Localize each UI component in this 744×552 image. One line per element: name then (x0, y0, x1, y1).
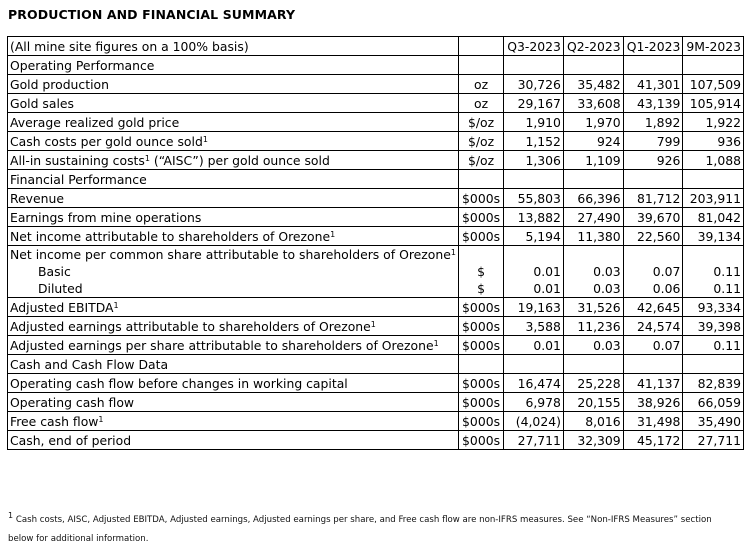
row-value: 27,711 (683, 431, 744, 450)
section-row-cash (8, 355, 744, 374)
row-unit: oz (458, 75, 503, 94)
row-value: 29,167 (504, 94, 564, 113)
row-value: 55,803 (504, 189, 564, 208)
row-value: 39,134 (683, 227, 744, 246)
header-row (8, 37, 744, 56)
column-header-q2: Q2-2023 (563, 37, 623, 56)
row-label (8, 431, 459, 450)
footnote-marker: 1 (8, 511, 14, 520)
row-value: 6,978 (504, 393, 564, 412)
row-label-text: Adjusted EBITDA (10, 300, 114, 315)
empty-cell (458, 170, 503, 189)
row-unit: $000s (458, 374, 503, 393)
footnote-ref: 1 (144, 154, 150, 163)
footnote-text: Cash costs, AISC, Adjusted EBITDA, Adjusted earnings, Adjusted earnings per share, and Free cash flow are non-IFRS measures. See “Non-IFRS Measures” section below for additional information. (8, 515, 712, 544)
row-unit: $000s (458, 227, 503, 246)
row-value: 11,380 (563, 227, 623, 246)
empty-cell (458, 56, 503, 75)
value-diluted: 0.03 (593, 281, 621, 296)
row-unit: $000s (458, 317, 503, 336)
column-header-q1: Q1-2023 (623, 37, 683, 56)
row-value: 45,172 (623, 431, 683, 450)
row-value: 66,396 (563, 189, 623, 208)
empty-cell (683, 355, 744, 374)
table-row-ocf (8, 393, 744, 412)
row-label-text: Earnings from mine operations (10, 210, 202, 225)
section-row-financial (8, 170, 744, 189)
row-value: 924 (563, 132, 623, 151)
row-unit: $000s (458, 412, 503, 431)
page-title: PRODUCTION AND FINANCIAL SUMMARY (8, 7, 296, 22)
row-value: 82,839 (683, 374, 744, 393)
table-row-cash-costs (8, 132, 744, 151)
row-value: 42,645 (623, 298, 683, 317)
row-value: 31,526 (563, 298, 623, 317)
empty-cell (504, 355, 564, 374)
row-value: 22,560 (623, 227, 683, 246)
row-value: 203,911 (683, 189, 744, 208)
row-value: 19,163 (504, 298, 564, 317)
row-label-text: Gold production (10, 77, 109, 92)
footnote-ref: 1 (370, 320, 376, 329)
row-unit: $/oz (458, 113, 503, 132)
value-basic: 0.07 (652, 264, 681, 279)
row-value: 38,926 (623, 393, 683, 412)
section-heading-operating: Operating Performance (8, 56, 459, 75)
empty-cell (623, 355, 683, 374)
row-label-text: Cash costs per gold ounce sold (10, 134, 203, 149)
row-value: 41,137 (623, 374, 683, 393)
row-value: 1,306 (504, 151, 564, 170)
row-value: 926 (623, 151, 683, 170)
row-value: 30,726 (504, 75, 564, 94)
unit-basic: $ (477, 264, 485, 279)
value-diluted: 0.06 (652, 281, 681, 296)
row-value: 0.11 (683, 336, 744, 355)
table-row-avg-price (8, 113, 744, 132)
row-unit: oz (458, 94, 503, 113)
table-row-aisc (8, 151, 744, 170)
row-value (563, 246, 623, 298)
row-label-text: Average realized gold price (10, 115, 180, 130)
row-value: (4,024) (504, 412, 564, 431)
table-row-adj-ebitda (8, 298, 744, 317)
row-value: 33,608 (563, 94, 623, 113)
row-value: 27,711 (504, 431, 564, 450)
header-basis-note: (All mine site figures on a 100% basis) (8, 37, 459, 56)
row-label-text: Adjusted earnings per share attributable to shareholders of Orezone (10, 338, 434, 353)
row-value: 936 (683, 132, 744, 151)
row-label-text: Gold sales (10, 96, 74, 111)
row-unit (458, 246, 503, 298)
row-value: 0.03 (563, 336, 623, 355)
row-value: 27,490 (563, 208, 623, 227)
row-value: 32,309 (563, 431, 623, 450)
row-value: 1,910 (504, 113, 564, 132)
row-label (8, 374, 459, 393)
row-label-text: Operating cash flow before changes in working capital (10, 376, 348, 391)
table-row-eps (8, 246, 744, 298)
row-label (8, 298, 459, 317)
row-value: 16,474 (504, 374, 564, 393)
table-row-adj-eps (8, 336, 744, 355)
row-value: 1,152 (504, 132, 564, 151)
row-label (8, 75, 459, 94)
row-label (8, 246, 459, 298)
production-financial-summary-table (7, 36, 744, 450)
row-unit: $000s (458, 208, 503, 227)
header-unit-cell (458, 37, 503, 56)
section-heading-financial: Financial Performance (8, 170, 459, 189)
row-label (8, 151, 459, 170)
row-unit: $000s (458, 393, 503, 412)
empty-cell (458, 355, 503, 374)
row-value: 8,016 (563, 412, 623, 431)
row-value: 0.07 (623, 336, 683, 355)
row-value: 39,398 (683, 317, 744, 336)
row-value: 43,139 (623, 94, 683, 113)
empty-cell (563, 170, 623, 189)
row-label (8, 336, 459, 355)
section-heading-cash: Cash and Cash Flow Data (8, 355, 459, 374)
footnote (8, 511, 738, 549)
row-value: 35,490 (683, 412, 744, 431)
footnote-ref: 1 (113, 301, 119, 310)
row-value: 81,042 (683, 208, 744, 227)
row-label-text: All-in sustaining costs (10, 153, 145, 168)
row-value: 3,588 (504, 317, 564, 336)
footnote-ref: 1 (202, 135, 208, 144)
value-basic: 0.11 (713, 264, 741, 279)
row-unit: $000s (458, 298, 503, 317)
row-label-text: Net income attributable to shareholders of Orezone (10, 229, 331, 244)
empty-cell (623, 170, 683, 189)
row-unit: $/oz (458, 132, 503, 151)
section-row-operating (8, 56, 744, 75)
table-row-gold-production (8, 75, 744, 94)
row-label-text: Adjusted earnings attributable to shareholders of Orezone (10, 319, 371, 334)
row-value: 1,922 (683, 113, 744, 132)
value-basic: 0.03 (593, 264, 621, 279)
row-value: 35,482 (563, 75, 623, 94)
row-label-text: Free cash flow (10, 414, 99, 429)
row-label (8, 94, 459, 113)
row-value: 1,970 (563, 113, 623, 132)
table-row-fcf (8, 412, 744, 431)
row-value: 24,574 (623, 317, 683, 336)
row-unit: $/oz (458, 151, 503, 170)
sub-label-basic: Basic (38, 264, 71, 279)
table-row-earnings-mine (8, 208, 744, 227)
empty-cell (504, 56, 564, 75)
row-label (8, 189, 459, 208)
row-value: 93,334 (683, 298, 744, 317)
row-value: 107,509 (683, 75, 744, 94)
footnote-ref: 1 (98, 415, 104, 424)
row-value: 105,914 (683, 94, 744, 113)
row-value: 1,088 (683, 151, 744, 170)
row-label-text: Net income per common share attributable to shareholders of Orezone$^1$ (10, 247, 456, 262)
row-value (683, 246, 744, 298)
table-row-net-income (8, 227, 744, 246)
footnote-ref: 1 (450, 248, 456, 257)
empty-cell (563, 56, 623, 75)
row-value: 25,228 (563, 374, 623, 393)
row-label-text: Revenue (10, 191, 64, 206)
table-row-revenue (8, 189, 744, 208)
row-label (8, 132, 459, 151)
empty-cell (504, 170, 564, 189)
value-basic: 0.01 (533, 264, 561, 279)
table-row-adj-earnings (8, 317, 744, 336)
row-label (8, 113, 459, 132)
row-value (623, 246, 683, 298)
row-label-text: Cash, end of period (10, 433, 132, 448)
column-header-q3: Q3-2023 (504, 37, 564, 56)
row-label (8, 317, 459, 336)
row-value: 81,712 (623, 189, 683, 208)
row-label (8, 393, 459, 412)
row-value: 39,670 (623, 208, 683, 227)
sub-label-diluted: Diluted (38, 281, 83, 296)
row-value: 799 (623, 132, 683, 151)
table-row-cash-end (8, 431, 744, 450)
row-label (8, 208, 459, 227)
empty-cell (683, 170, 744, 189)
table-row-gold-sales (8, 94, 744, 113)
empty-cell (683, 56, 744, 75)
table-row-ocf-before-wc (8, 374, 744, 393)
value-diluted: 0.11 (713, 281, 741, 296)
row-value: 11,236 (563, 317, 623, 336)
empty-cell (623, 56, 683, 75)
row-label-text: Operating cash flow (10, 395, 135, 410)
footnote-ref: 1 (330, 230, 336, 239)
row-label (8, 227, 459, 246)
empty-cell (563, 355, 623, 374)
row-unit: $000s (458, 336, 503, 355)
row-value: 1,892 (623, 113, 683, 132)
footnote-ref: 1 (433, 339, 439, 348)
row-value: 41,301 (623, 75, 683, 94)
row-value: 0.01 (504, 336, 564, 355)
row-unit: $000s (458, 189, 503, 208)
column-header-9m: 9M-2023 (683, 37, 744, 56)
row-value: 66,059 (683, 393, 744, 412)
value-diluted: 0.01 (533, 281, 561, 296)
row-label (8, 412, 459, 431)
row-label-text-cont: (“AISC”) per gold ounce sold (149, 153, 330, 168)
unit-diluted: $ (477, 281, 485, 296)
row-value: 1,109 (563, 151, 623, 170)
row-value: 31,498 (623, 412, 683, 431)
row-value: 20,155 (563, 393, 623, 412)
row-value: 5,194 (504, 227, 564, 246)
row-value (504, 246, 564, 298)
row-value: 13,882 (504, 208, 564, 227)
row-unit: $000s (458, 431, 503, 450)
